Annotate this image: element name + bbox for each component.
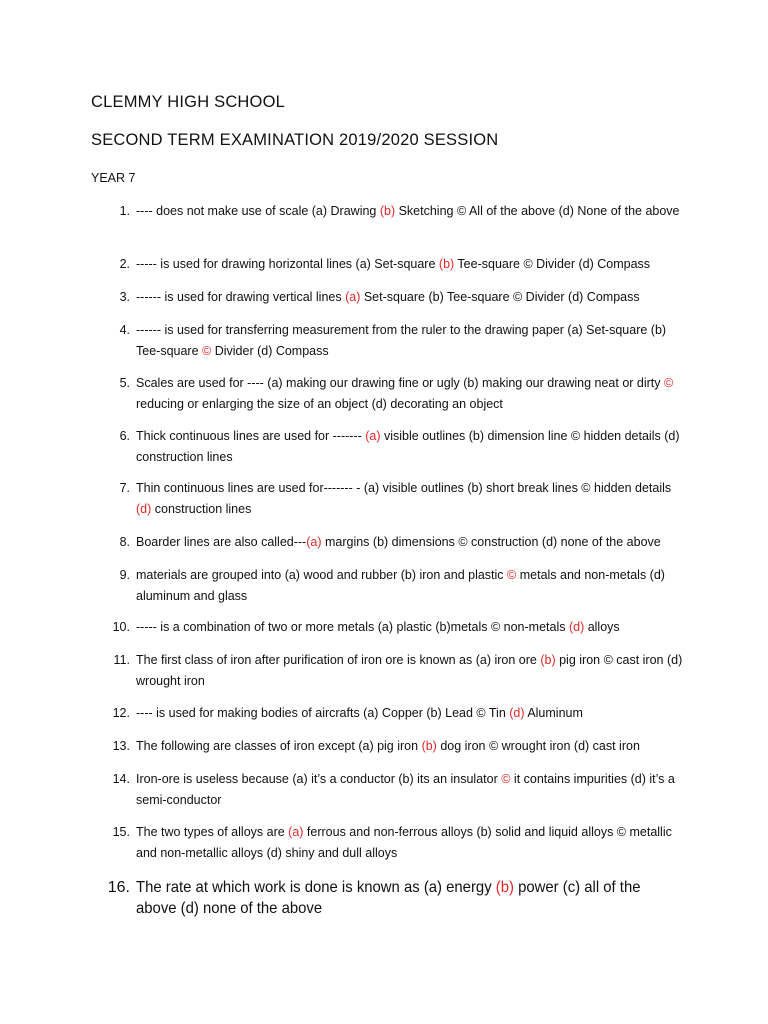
marked-answer: (d): [136, 501, 152, 516]
question-number: 15.: [112, 825, 130, 839]
question-number: 9.: [119, 568, 130, 582]
question-text: [136, 769, 684, 810]
question-options: alloys: [584, 620, 620, 634]
question-number: 12.: [112, 706, 130, 720]
question-number: 2.: [119, 257, 130, 271]
question-stem: The following are classes of iron except (a) pig iron: [136, 739, 422, 753]
school-name: CLEMMY HIGH SCHOOL: [91, 93, 285, 111]
question-options: it contains impurities (d) it’s a semi-conductor: [136, 772, 675, 807]
question-number: 10.: [112, 620, 130, 634]
question-number: 1.: [119, 204, 130, 218]
marked-answer: (b): [495, 879, 514, 896]
marked-answer: (a): [288, 825, 304, 839]
marked-answer: (a): [345, 290, 361, 304]
question-options: ferrous and non-ferrous alloys (b) solid and liquid alloys © metallic and non-metallic alloys (d) shiny and dull alloys: [136, 825, 672, 860]
question-stem: ------ is used for transferring measurement from the ruler to the drawing paper (a) Set-square (b) Tee-square: [136, 323, 667, 358]
question-text: [136, 617, 684, 638]
question-number: 14.: [112, 772, 130, 786]
question-stem: Thin continuous lines are used for------- - (a) visible outlines (b) short break lines © hidden details: [136, 481, 672, 495]
question-number: 5.: [119, 376, 130, 390]
question-number: 11.: [113, 653, 130, 667]
question-number: 4.: [119, 323, 130, 337]
question-text: [136, 703, 684, 724]
question-text: [136, 373, 684, 414]
question-stem: materials are grouped into (a) wood and rubber (b) iron and plastic: [136, 568, 508, 582]
question-text: [136, 736, 684, 757]
question-text: [136, 532, 684, 553]
question-stem: ---- does not make use of scale (a) Drawing: [136, 204, 380, 218]
question-number: 7.: [119, 481, 130, 495]
question-text: [136, 254, 684, 275]
question-options: construction lines: [151, 501, 252, 516]
question-text: [136, 822, 684, 863]
marked-answer: (b): [421, 739, 437, 753]
question-text: [136, 565, 684, 606]
marked-answer: (a): [306, 535, 322, 549]
question-options: pig iron © cast iron (d) wrought iron: [136, 653, 683, 688]
question-text: [136, 426, 684, 467]
marked-answer: (b): [379, 204, 396, 218]
class-label: YEAR 7: [91, 171, 136, 185]
marked-answer: ©: [664, 376, 674, 390]
question-text: [136, 287, 684, 308]
question-stem: ----- is a combination of two or more metals (a) plastic (b)metals © non-metals: [136, 620, 569, 634]
question-options: Divider (d) Compass: [211, 343, 329, 358]
question-number: 8.: [119, 535, 130, 549]
question-number: 13.: [112, 739, 130, 753]
marked-answer: (d): [509, 706, 525, 720]
question-options: Sketching © All of the above (d) None of the above: [395, 204, 680, 218]
question-stem: The first class of iron after purification of iron ore is known as (a) iron ore: [136, 653, 541, 667]
marked-answer: ©: [202, 343, 212, 358]
question-stem: ----- is used for drawing horizontal lines (a) Set-square: [136, 257, 439, 271]
question-text: [136, 478, 684, 519]
marked-answer: (b): [438, 257, 455, 271]
question-stem: The two types of alloys are: [136, 825, 289, 839]
question-text: [136, 877, 657, 919]
question-options: margins (b) dimensions © construction (d) none of the above: [321, 535, 661, 549]
marked-answer: (d): [568, 620, 585, 634]
marked-answer: ©: [501, 772, 511, 786]
marked-answer: (a): [365, 429, 381, 443]
question-options: Tee-square © Divider (d) Compass: [454, 257, 651, 271]
question-options: power (c) all of the above (d) none of the above: [136, 879, 641, 917]
question-stem: Iron-ore is useless because (a) it’s a conductor (b) its an insulator: [136, 772, 502, 786]
question-stem: Scales are used for ---- (a) making our drawing fine or ugly (b) making our drawing neat or dirty: [136, 376, 664, 390]
question-options: metals and non-metals (d) aluminum and glass: [136, 568, 665, 603]
question-stem: Boarder lines are also called---: [136, 535, 307, 549]
question-stem: ------ is used for drawing vertical lines: [136, 290, 346, 304]
exam-title: SECOND TERM EXAMINATION 2019/2020 SESSION: [91, 131, 499, 149]
question-options: Aluminum: [524, 706, 583, 720]
question-text: [136, 320, 684, 361]
question-options: reducing or enlarging the size of an object (d) decorating an object: [136, 396, 503, 411]
question-options: dog iron © wrought iron (d) cast iron: [436, 739, 640, 753]
question-number: 3.: [119, 290, 130, 304]
question-number: 16.: [107, 879, 130, 896]
question-stem: ---- is used for making bodies of aircrafts (a) Copper (b) Lead © Tin: [136, 706, 510, 720]
question-number: 6.: [119, 429, 130, 443]
marked-answer: ©: [507, 568, 517, 582]
question-options: Set-square (b) Tee-square © Divider (d) Compass: [360, 290, 640, 304]
question-text: [136, 650, 684, 691]
question-text: [136, 201, 684, 222]
question-options: visible outlines (b) dimension line © hidden details (d) construction lines: [136, 429, 680, 464]
question-stem: The rate at which work is done is known as (a) energy: [136, 879, 496, 896]
question-stem: Thick continuous lines are used for -------: [136, 429, 366, 443]
marked-answer: (b): [540, 653, 556, 667]
